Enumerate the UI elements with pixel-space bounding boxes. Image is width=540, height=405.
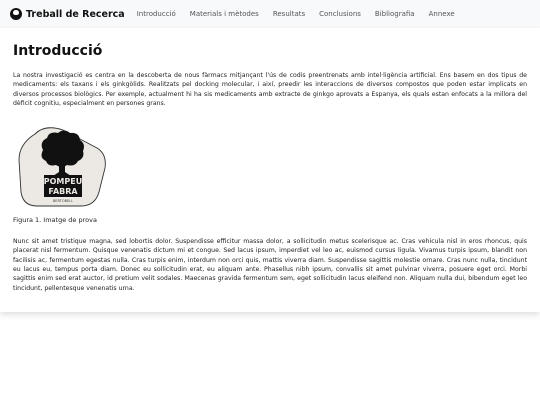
nav-link-bibliografia[interactable]: Bibliografia (374, 10, 415, 18)
tree-logo-icon (10, 8, 22, 20)
content-card (0, 28, 540, 312)
page-title: Introducció (13, 43, 103, 59)
brand[interactable] (10, 8, 125, 20)
brand-title[interactable]: Treball de Recerca (26, 8, 125, 20)
navbar (0, 0, 540, 28)
figure-image (15, 120, 111, 212)
nav-link-annexe[interactable]: Annexe (428, 10, 455, 18)
nav-link-conclusions[interactable]: Conclusions (319, 10, 361, 18)
logo-text-fabra: FABRA (48, 187, 78, 197)
figure-caption: Figura 1. Imatge de prova (13, 216, 97, 225)
logo-subtext: BERTOBELL (52, 199, 74, 204)
logo-text-pompeu: POMPEU (43, 177, 83, 187)
pompeu-fabra-logo (15, 120, 111, 212)
main-content (0, 28, 540, 293)
figure (13, 120, 527, 224)
nav-link-introduccio[interactable]: Introducció (136, 10, 176, 18)
lorem-paragraph: Nunc sit amet tristique magna, sed lobortis dolor. Suspendisse efficitur massa dolor, a sollicitudin metus scelerisque ac. Cras vehicula nisl in eros rhoncus, quis placerat nisl fermentum. Quisque venenatis dictum mi et congue. Sed lacus ipsum, imperdiet vel leo ac, euismod cursus ligula. Vivamus turpis ipsum, blandit non facilisis ac, fermentum egestas nulla. Cras turpis enim, interdum non orci quis, mattis viverra diam. Suspendisse sagittis molestie ornare. Cras nunc nulla, tincidunt eu lacus eu, tempus porta diam. Donec eu sollicitudin erat, eu aliquam ante. Phasellus nibh ipsum, convallis sit amet pulvinar viverra, posuere eget orci. Morbi sagittis enim sed erat auctor, id pretium velit sodales. Maecenas gravida fermentum sem, eget sollicitudin lacus eleifend non. Aliquam nulla dui, bibendum eget leo tincidunt, pellentesque venenatis urna. (13, 238, 527, 292)
nav-link-resultats[interactable]: Resultats (272, 10, 306, 18)
nav-link-materials[interactable]: Materials i mètodes (189, 10, 259, 18)
nav-links (137, 10, 469, 18)
intro-paragraph: La nostra investigació es centra en la descoberta de nous fàrmacs mitjançant l'ús de codis preentrenats amb intel·ligència artificial. Ens basem en dos tipus de medicaments: els taxans i els ginkgòlids. Realitzats pel docking molecular, i així, preedir les interaccions de diversos compostos que poden estar implicats en diversos processos biològics. Per exemple, actualment hi ha sis medicaments amb extracte de ginkgo aprovats a Espanya, els quals estan enfocats a la millora del dèficit cognitiu, especialment en persones grans. (13, 72, 527, 107)
